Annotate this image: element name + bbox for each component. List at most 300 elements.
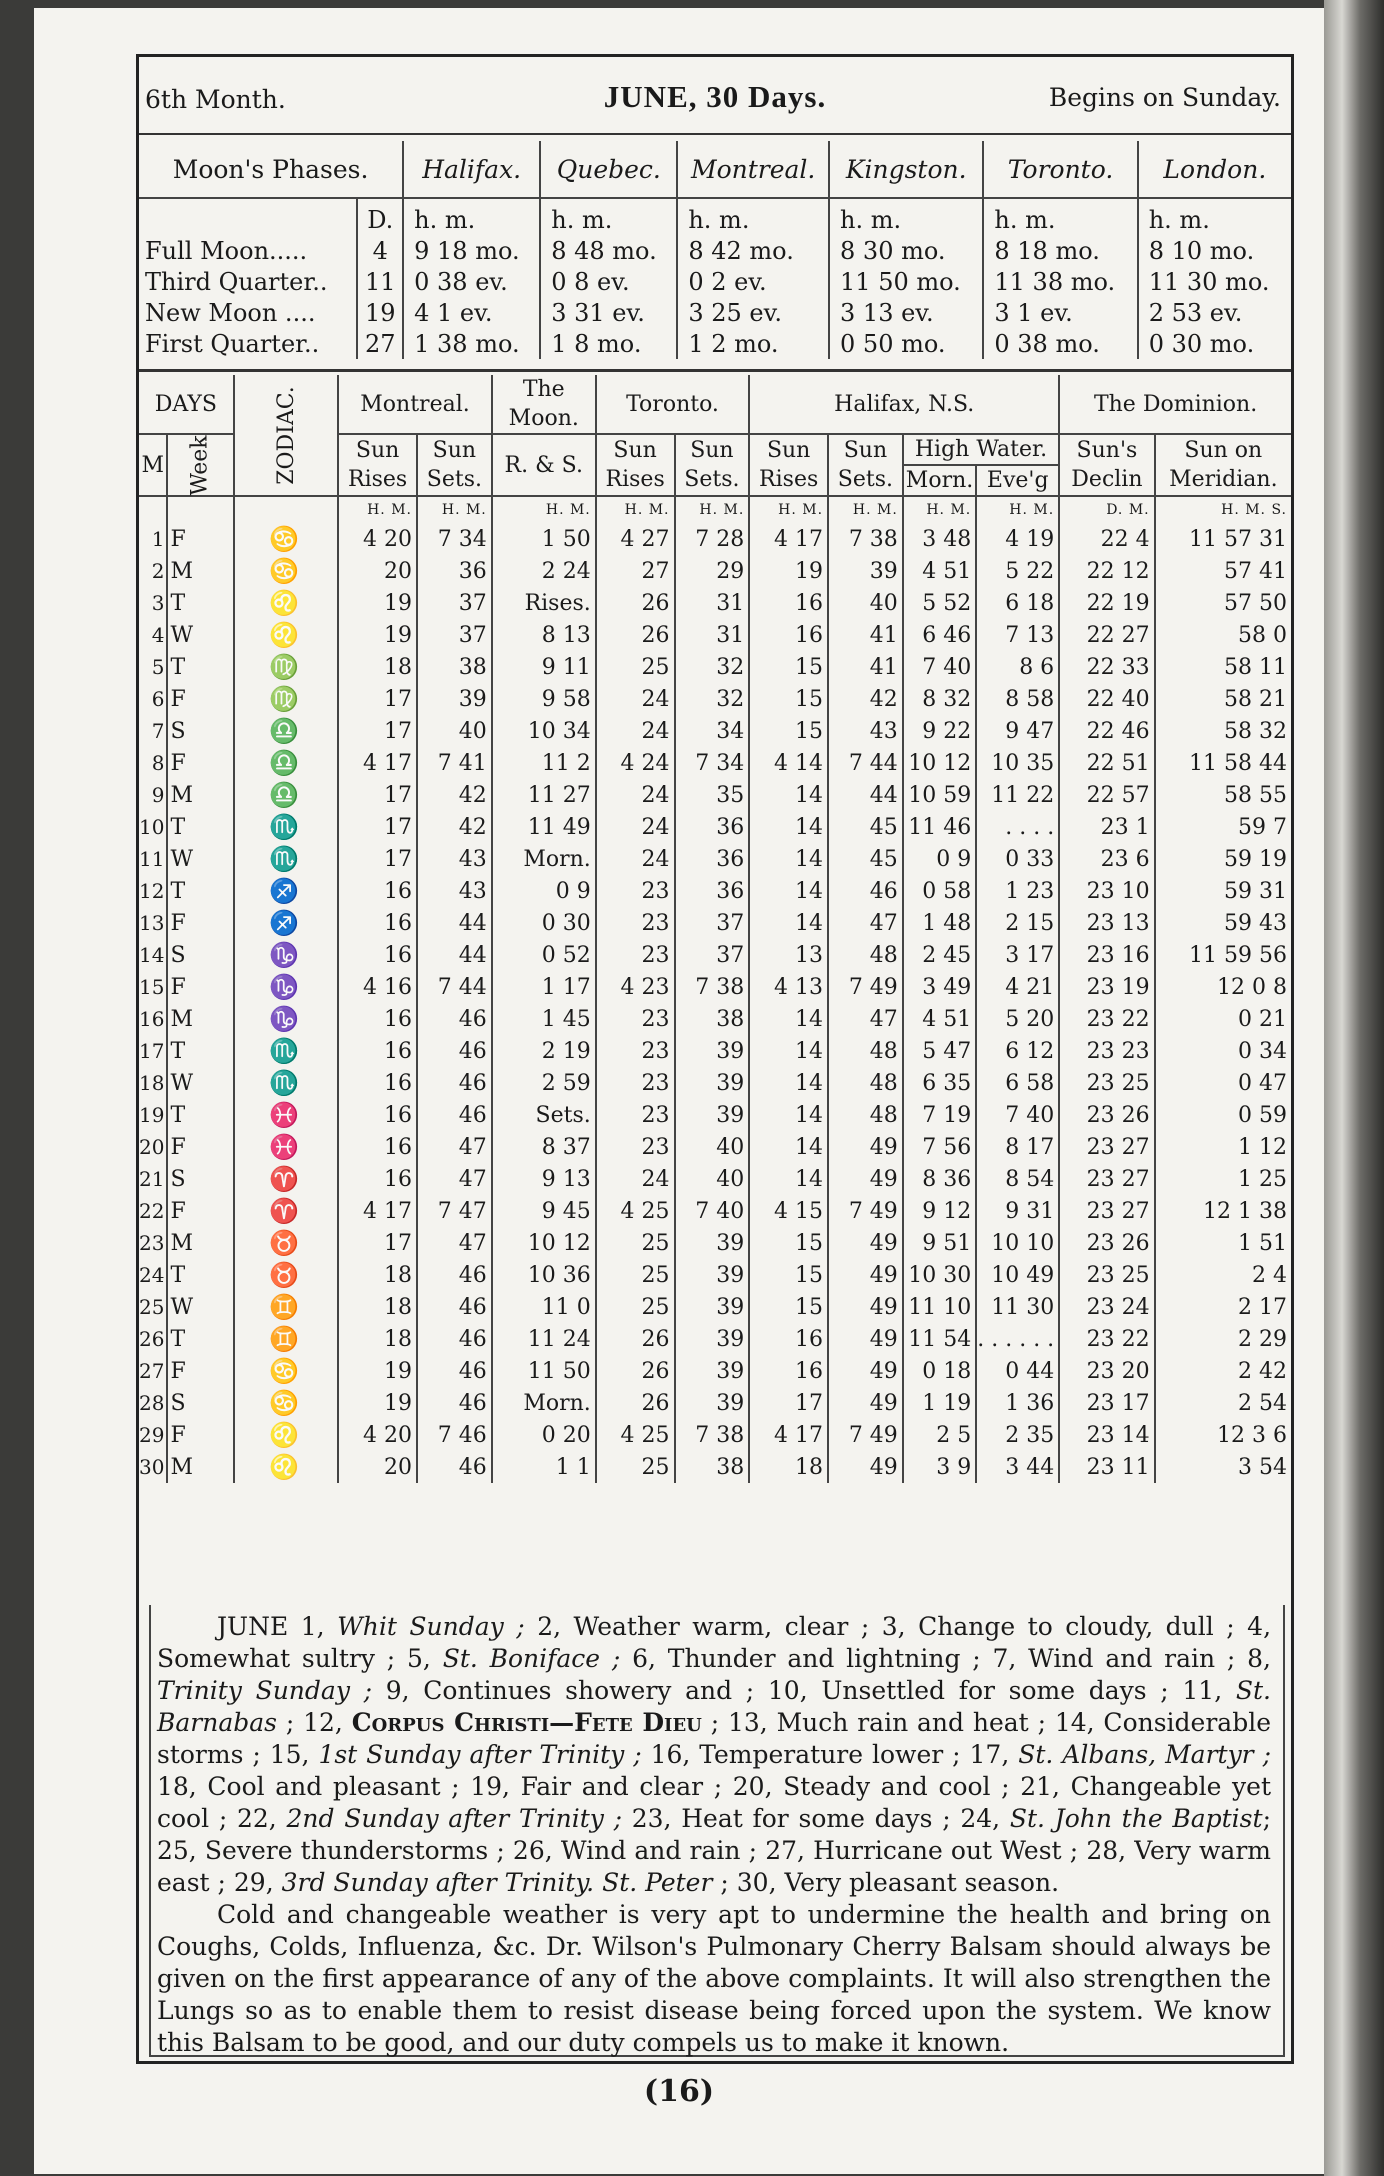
toronto-sunset: 38 [675,1451,750,1483]
sun-on-meridian: 1 51 [1155,1227,1291,1259]
halifax-sunrise: 17 [749,1387,828,1419]
toronto-sunset: 39 [675,1227,750,1259]
halifax-sunset: 7 38 [828,523,903,555]
day-of-week: T [167,1035,233,1067]
day-of-week: M [167,1451,233,1483]
sun-declination: 23 25 [1059,1067,1154,1099]
toronto-sunset: 31 [675,619,750,651]
day-of-month: 12 [139,879,165,903]
halifax-sunrise: 15 [749,1227,828,1259]
sun-on-meridian: 59 31 [1155,875,1291,907]
montreal-sunset: 44 [417,939,492,971]
halifax-sunset: 48 [828,1067,903,1099]
high-water-evening: 2 15 [976,907,1059,939]
moon-rise-set: 9 13 [492,1163,596,1195]
halifax-sunset: 48 [828,1035,903,1067]
phase-name: Full Moon..... [145,236,308,265]
montreal-header: Montreal. [338,375,492,434]
high-water-evening: 8 17 [976,1131,1059,1163]
sun-on-meridian: 59 43 [1155,907,1291,939]
day-of-month: 22 [139,1199,165,1223]
halifax-sunset: 49 [828,1355,903,1387]
high-water-evening: 6 12 [976,1035,1059,1067]
day-of-week: W [167,619,233,651]
calendar-row [139,1227,1291,1259]
sun-declination: 23 17 [1059,1387,1154,1419]
montreal-sunrise: 19 [338,1355,417,1387]
phase-time: 4 1 ev. [403,297,540,328]
sun-declination: 23 6 [1059,843,1154,875]
sun-declination: 23 13 [1059,907,1154,939]
sun-on-meridian: 0 47 [1155,1067,1291,1099]
toronto-sunrise: 26 [596,1355,675,1387]
toronto-sunset: 29 [675,555,750,587]
eveg-header: Eve'g [976,465,1059,496]
toronto-sunrise: 27 [596,555,675,587]
day-of-month: 18 [139,1071,165,1095]
day-of-week: T [167,1259,233,1291]
moon-rise-set: 11 24 [492,1323,596,1355]
toronto-sunrise: 24 [596,811,675,843]
day-of-week: T [167,1099,233,1131]
sun-on-meridian: 58 55 [1155,779,1291,811]
zodiac-sign: ♉ [234,1259,339,1291]
montreal-sunset: 7 46 [417,1419,492,1451]
halifax-sunset: 45 [828,843,903,875]
zodiac-sign: ♐ [234,907,339,939]
zodiac-header: ZODIAC. [234,375,339,496]
moon-rise-set: 1 17 [492,971,596,1003]
montreal-sunset: 43 [417,843,492,875]
moon-rise-set: 11 49 [492,811,596,843]
day-of-week: F [167,971,233,1003]
halifax-sunset: 49 [828,1163,903,1195]
moon-phase-row [139,297,1291,328]
day-of-week: S [167,1163,233,1195]
halifax-sunset: 48 [828,939,903,971]
day-of-month: 28 [139,1391,165,1415]
halifax-sunrise: 15 [749,715,828,747]
zodiac-sign: ♋ [234,1355,339,1387]
toronto-sunrise: 23 [596,1035,675,1067]
toronto-sunset: 39 [675,1323,750,1355]
halifax-sunrise: 19 [749,555,828,587]
montreal-sunrise: 16 [338,939,417,971]
high-water-evening: . . . . . . [976,1323,1059,1355]
sun-declination: 23 16 [1059,939,1154,971]
day-of-week: T [167,587,233,619]
sun-declination: 23 14 [1059,1419,1154,1451]
toronto-sunrise: 26 [596,619,675,651]
phase-time: 11 38 mo. [983,266,1137,297]
high-water-morning: 7 40 [903,651,976,683]
holiday-name: 2nd Sunday after Trinity ; [286,1804,623,1833]
halifax-sunset: 41 [828,651,903,683]
halifax-sunrise: 14 [749,1035,828,1067]
high-water-morning: 2 5 [903,1419,976,1451]
toronto-sunset: 7 28 [675,523,750,555]
calendar-row [139,1387,1291,1419]
high-water-evening: 4 21 [976,971,1059,1003]
phase-time: 0 38 mo. [983,328,1137,359]
moon-phase-row [139,266,1291,297]
sun-on-meridian-header: Sun on Meridian. [1155,434,1291,496]
high-water-evening: 11 30 [976,1291,1059,1323]
toronto-sunrise: 25 [596,1451,675,1483]
weather-notes-paragraph [157,1611,1271,1899]
high-water-evening: 10 49 [976,1259,1059,1291]
moon-rise-set: 2 24 [492,555,596,587]
sun-on-meridian: 2 17 [1155,1291,1291,1323]
hm-label: h. m. [677,198,829,235]
zodiac-sign: ♌ [234,587,339,619]
high-water-morning: 10 12 [903,747,976,779]
halifax-sunrise: 4 17 [749,523,828,555]
sun-on-meridian: 11 58 44 [1155,747,1291,779]
montreal-sunset: 46 [417,1451,492,1483]
halifax-sunrise: 14 [749,843,828,875]
toronto-sunrise: 23 [596,1131,675,1163]
montreal-sunset: 46 [417,1291,492,1323]
montreal-sunrise: 16 [338,1131,417,1163]
high-water-evening: 8 6 [976,651,1059,683]
morn-header: Morn. [903,465,976,496]
halifax-sunset: 49 [828,1291,903,1323]
halifax-sunrise: 4 13 [749,971,828,1003]
day-of-month: 16 [139,1007,165,1031]
high-water-header: High Water. [903,434,1059,465]
montreal-sunset: 46 [417,1355,492,1387]
day-of-week: T [167,1323,233,1355]
sun-declination: 23 11 [1059,1451,1154,1483]
note-text: ; 30, Very pleasant season. [712,1868,1060,1897]
sun-on-meridian: 11 57 31 [1155,523,1291,555]
montreal-sunset: 7 34 [417,523,492,555]
montreal-sunset: 39 [417,683,492,715]
holiday-name: Trinity Sunday ; [157,1676,373,1705]
toronto-sunrise: 25 [596,1291,675,1323]
sun-declination: 23 27 [1059,1131,1154,1163]
high-water-morning: 1 48 [903,907,976,939]
unit-label [234,496,339,523]
toronto-sunset: 36 [675,811,750,843]
calendar-row [139,939,1291,971]
holiday-name: St. Boniface ; [442,1644,621,1673]
dominion-header: The Dominion. [1059,375,1291,434]
holiday-name: 1st Sunday after Trinity ; [318,1740,642,1769]
high-water-morning: 3 49 [903,971,976,1003]
toronto-sunset: 38 [675,1003,750,1035]
calendar-row [139,587,1291,619]
toronto-sunset: 35 [675,779,750,811]
halifax-sunrise: 4 15 [749,1195,828,1227]
day-of-month: 11 [139,847,165,871]
high-water-evening: 6 18 [976,587,1059,619]
moon-rise-set: 11 2 [492,747,596,779]
halifax-sunrise: 14 [749,1067,828,1099]
montreal-sunrise: 17 [338,843,417,875]
sun-declination: 22 46 [1059,715,1154,747]
holiday-name: St. Barnabas [157,1676,1271,1737]
zodiac-sign: ♍ [234,651,339,683]
moon-rise-set: 11 50 [492,1355,596,1387]
high-water-evening: 5 20 [976,1003,1059,1035]
day-of-week: F [167,907,233,939]
high-water-evening: 10 35 [976,747,1059,779]
high-water-evening: 9 47 [976,715,1059,747]
calendar-row [139,1163,1291,1195]
header-rule [139,133,1291,135]
phase-day: 27 [357,328,403,359]
high-water-morning: 5 47 [903,1035,976,1067]
montreal-sunset: 7 41 [417,747,492,779]
halifax-sunrise: 14 [749,907,828,939]
day-of-month: 9 [151,783,165,807]
halifax-sunrise: 13 [749,939,828,971]
toronto-sunrise: 24 [596,779,675,811]
sun-on-meridian: 3 54 [1155,1451,1291,1483]
sun-on-meridian: 58 32 [1155,715,1291,747]
montreal-sunrise: 19 [338,619,417,651]
day-of-month: 24 [139,1263,165,1287]
calendar-row [139,651,1291,683]
halifax-sunset: 7 49 [828,1419,903,1451]
day-of-month: 30 [139,1455,165,1479]
toronto-sunrise: 23 [596,1099,675,1131]
halifax-sunrise: 14 [749,1131,828,1163]
toronto-sunset: 40 [675,1163,750,1195]
the-moon-header: The Moon. [492,375,596,434]
sun-declination: 22 27 [1059,619,1154,651]
high-water-evening: 8 54 [976,1163,1059,1195]
unit-label: H. M. [749,496,828,523]
day-of-week: F [167,747,233,779]
unit-label: H. M. [596,496,675,523]
day-of-month: 26 [139,1327,165,1351]
day-of-month: 17 [139,1039,165,1063]
high-water-evening: 6 58 [976,1067,1059,1099]
toronto-sunset: 36 [675,843,750,875]
toronto-sun-rises-header: Sun Rises [596,434,675,496]
zodiac-sign: ♏ [234,811,339,843]
sun-declination: 22 57 [1059,779,1154,811]
calendar-row [139,523,1291,555]
day-of-month: 7 [151,719,165,743]
montreal-sunrise: 18 [338,1291,417,1323]
sun-declination: 22 4 [1059,523,1154,555]
note-text: 9, Continues showery and ; 10, Unsettled for some days ; 11, [372,1676,1236,1705]
halifax-sunset: 47 [828,907,903,939]
toronto-sunset: 7 38 [675,1419,750,1451]
day-of-month: 2 [151,559,165,583]
halifax-sunrise: 14 [749,811,828,843]
week-header: Week [167,434,233,496]
high-water-morning: 11 46 [903,811,976,843]
high-water-morning: 0 9 [903,843,976,875]
moon-rise-set: 10 36 [492,1259,596,1291]
toronto-sunset: 39 [675,1291,750,1323]
high-water-evening: 9 31 [976,1195,1059,1227]
high-water-morning: 3 48 [903,523,976,555]
phase-day: 19 [357,297,403,328]
holiday-name: St. Albans, Martyr ; [1018,1740,1272,1769]
day-of-week: W [167,1067,233,1099]
halifax-sunset: 49 [828,1323,903,1355]
montreal-sunrise: 4 17 [338,747,417,779]
weather-notes [157,1611,1271,2059]
high-water-morning: 8 32 [903,683,976,715]
zodiac-sign: ♊ [234,1323,339,1355]
montreal-sunrise: 4 17 [338,1195,417,1227]
sun-declination: 22 12 [1059,555,1154,587]
sun-on-meridian: 12 1 38 [1155,1195,1291,1227]
phase-name: Third Quarter.. [145,267,328,296]
montreal-sun-rises-header: Sun Rises [338,434,417,496]
halifax-sunset: 49 [828,1227,903,1259]
unit-label: H. M. [417,496,492,523]
montreal-sunrise: 17 [338,683,417,715]
toronto-sunset: 7 34 [675,747,750,779]
montreal-sunrise: 17 [338,715,417,747]
day-of-month: 21 [139,1167,165,1191]
montreal-sunset: 46 [417,1323,492,1355]
high-water-morning: 5 52 [903,587,976,619]
halifax-sunrise: 15 [749,651,828,683]
high-water-evening: 2 35 [976,1419,1059,1451]
halifax-sun-rises-header: Sun Rises [749,434,828,496]
hm-label: h. m. [540,198,677,235]
sun-on-meridian: 2 42 [1155,1355,1291,1387]
day-of-month: 14 [139,943,165,967]
toronto-sunset: 39 [675,1099,750,1131]
toronto-sunrise: 26 [596,1323,675,1355]
sun-on-meridian: 0 21 [1155,1003,1291,1035]
sun-declination: 22 40 [1059,683,1154,715]
zodiac-sign: ♋ [234,1387,339,1419]
montreal-sunrise: 19 [338,1387,417,1419]
montreal-sunrise: 16 [338,1067,417,1099]
zodiac-sign: ♌ [234,1419,339,1451]
note-text: ; 12, [276,1708,352,1737]
montreal-sunset: 37 [417,587,492,619]
montreal-sunset: 47 [417,1163,492,1195]
halifax-sunset: 40 [828,587,903,619]
toronto-sunrise: 24 [596,843,675,875]
high-water-evening: 5 22 [976,555,1059,587]
hm-label: h. m. [829,198,983,235]
zodiac-sign: ♈ [234,1195,339,1227]
montreal-sunset: 38 [417,651,492,683]
montreal-sunset: 46 [417,1003,492,1035]
toronto-sunset: 39 [675,1355,750,1387]
calendar-row [139,715,1291,747]
zodiac-sign: ♎ [234,715,339,747]
halifax-sunset: 49 [828,1259,903,1291]
high-water-morning: 7 56 [903,1131,976,1163]
moon-phase-row [139,235,1291,266]
halifax-sunset: 42 [828,683,903,715]
high-water-morning: 4 51 [903,555,976,587]
sun-declination: 23 27 [1059,1163,1154,1195]
montreal-sunset: 7 44 [417,971,492,1003]
halifax-sunset: 49 [828,1451,903,1483]
toronto-sunrise: 4 25 [596,1419,675,1451]
day-of-week: F [167,1419,233,1451]
sun-declination: 23 26 [1059,1099,1154,1131]
high-water-morning: 8 36 [903,1163,976,1195]
moon-rise-set: 9 11 [492,651,596,683]
montreal-sunrise: 17 [338,779,417,811]
calendar-row [139,1259,1291,1291]
moon-rise-set: 1 45 [492,1003,596,1035]
toronto-sunset: 40 [675,1131,750,1163]
montreal-sunrise: 18 [338,1259,417,1291]
sun-declination: 23 23 [1059,1035,1154,1067]
hm-label: h. m. [403,198,540,235]
halifax-sunset: 48 [828,1099,903,1131]
halifax-sunset: 7 49 [828,1195,903,1227]
calendar-row [139,811,1291,843]
high-water-evening: 0 44 [976,1355,1059,1387]
sun-declination: 23 20 [1059,1355,1154,1387]
toronto-sunset: 32 [675,683,750,715]
toronto-sunrise: 4 23 [596,971,675,1003]
hm-label: h. m. [983,198,1137,235]
calendar-row [139,1419,1291,1451]
toronto-header: Toronto. [596,375,750,434]
zodiac-sign: ♎ [234,779,339,811]
high-water-evening: 11 22 [976,779,1059,811]
unit-label: H. M. [675,496,750,523]
unit-label: H. M. [338,496,417,523]
high-water-evening: 3 17 [976,939,1059,971]
page-header [139,75,1291,121]
halifax-sunrise: 16 [749,587,828,619]
sun-on-meridian: 2 29 [1155,1323,1291,1355]
moon-rise-set: 1 50 [492,523,596,555]
moon-rise-set: 0 20 [492,1419,596,1451]
moon-rise-set: 8 13 [492,619,596,651]
montreal-sunrise: 4 20 [338,523,417,555]
toronto-sunset: 39 [675,1259,750,1291]
montreal-sunset: 42 [417,811,492,843]
begins-day: Begins on Sunday. [1048,83,1281,112]
calendar-row [139,875,1291,907]
moon-phase-row [139,328,1291,359]
page-title: JUNE, 30 Days. [603,79,827,114]
day-of-month: 1 [151,527,165,551]
day-of-week: T [167,875,233,907]
phase-time: 3 25 ev. [677,297,829,328]
montreal-sunset: 46 [417,1035,492,1067]
note-text: 23, Heat for some days ; 24, [622,1804,1010,1833]
high-water-morning: 6 35 [903,1067,976,1099]
section-rule [139,369,1291,372]
zodiac-sign: ♈ [234,1163,339,1195]
phase-time: 9 18 mo. [403,235,540,266]
high-water-morning: 10 59 [903,779,976,811]
day-of-week: W [167,1291,233,1323]
toronto-sunrise: 26 [596,1387,675,1419]
montreal-sunset: 44 [417,907,492,939]
sun-on-meridian: 12 3 6 [1155,1419,1291,1451]
holiday-name: Whit Sunday ; [337,1612,525,1641]
moon-rise-set: Rises. [492,587,596,619]
phase-time: 11 30 mo. [1138,266,1291,297]
note-text: ; 13, Much rain and heat ; 14, Considerable storms ; 15, [157,1708,1271,1769]
montreal-sunset: 46 [417,1259,492,1291]
moon-rise-set: Morn. [492,843,596,875]
